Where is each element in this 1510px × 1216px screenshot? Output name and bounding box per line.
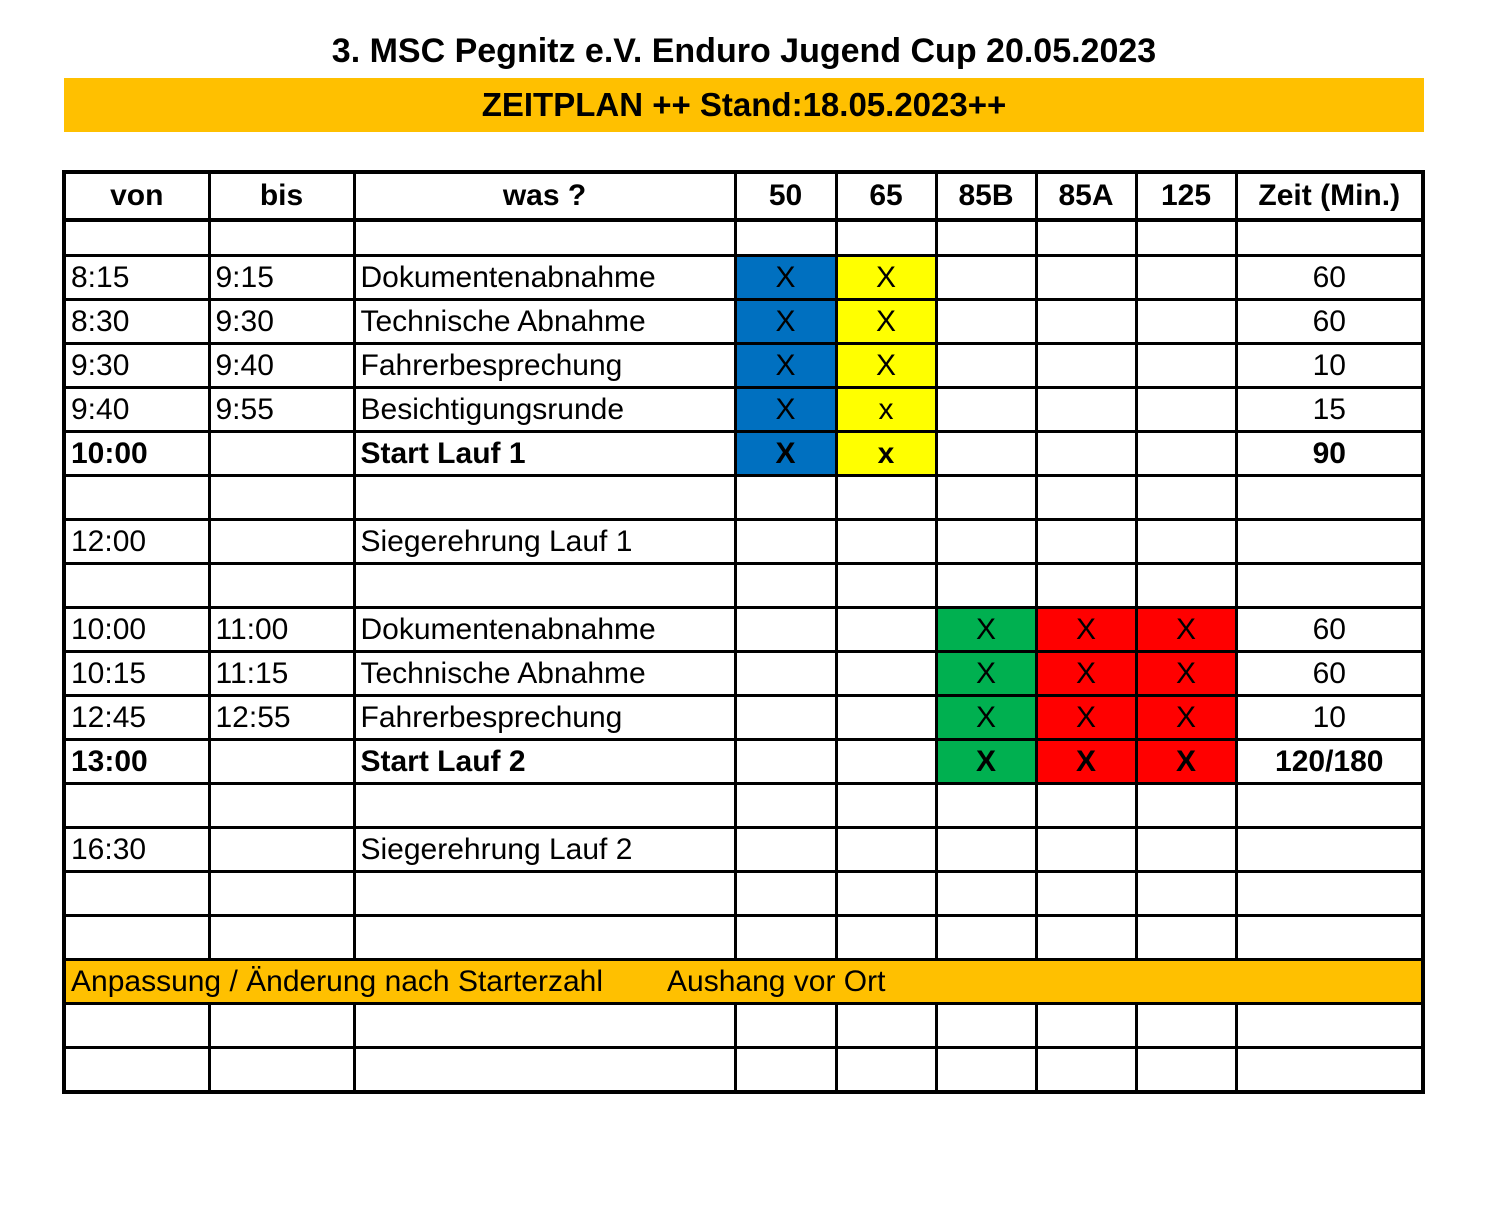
header-was: was ? <box>354 172 735 220</box>
note-text: Anpassung / Änderung nach Starterzahl <box>71 964 604 998</box>
cell-zeit <box>1236 476 1423 520</box>
header-class-65: 65 <box>836 172 936 220</box>
cell-class-65 <box>836 916 936 960</box>
table-row <box>64 256 1423 300</box>
cell-class-65: x <box>836 388 936 432</box>
cell-class-85b <box>936 564 1036 608</box>
cell-was: Besichtigungsrunde <box>354 388 735 432</box>
cell-was: Technische Abnahme <box>354 652 735 696</box>
cell-class-85b <box>936 256 1036 300</box>
cell-von: 9:30 <box>64 344 209 388</box>
cell-class-50: X <box>735 344 836 388</box>
schedule-table <box>62 170 1425 1094</box>
header-class-125: 125 <box>1136 172 1236 220</box>
cell-bis <box>209 1004 354 1048</box>
cell-class-125: X <box>1136 696 1236 740</box>
cell-class-65 <box>836 220 936 256</box>
cell-zeit <box>1236 220 1423 256</box>
table-row <box>64 872 1423 916</box>
cell-class-50 <box>735 916 836 960</box>
cell-class-50: X <box>735 432 836 476</box>
table-row <box>64 916 1423 960</box>
cell-class-125 <box>1136 1048 1236 1093</box>
cell-class-125 <box>1136 1004 1236 1048</box>
cell-zeit: 15 <box>1236 388 1423 432</box>
cell-bis <box>209 564 354 608</box>
cell-class-50 <box>735 220 836 256</box>
cell-bis <box>209 784 354 828</box>
cell-class-85b <box>936 520 1036 564</box>
cell-von <box>64 1004 209 1048</box>
table-row <box>64 388 1423 432</box>
schedule-body <box>64 220 1423 1092</box>
cell-von <box>64 220 209 256</box>
cell-class-65 <box>836 476 936 520</box>
cell-von <box>64 476 209 520</box>
cell-was <box>354 916 735 960</box>
cell-zeit <box>1236 520 1423 564</box>
cell-class-85a <box>1036 220 1136 256</box>
table-row <box>64 432 1423 476</box>
header-class-85a: 85A <box>1036 172 1136 220</box>
page-title: 3. MSC Pegnitz e.V. Enduro Jugend Cup 20.05.2023 <box>331 32 1157 70</box>
cell-zeit <box>1236 872 1423 916</box>
cell-von: 12:45 <box>64 696 209 740</box>
schedule-banner: ZEITPLAN ++ Stand:18.05.2023++ <box>64 78 1424 132</box>
cell-class-50: X <box>735 256 836 300</box>
cell-class-85b <box>936 388 1036 432</box>
cell-von: 8:30 <box>64 300 209 344</box>
cell-bis: 11:15 <box>209 652 354 696</box>
cell-class-85a <box>1036 388 1136 432</box>
cell-class-85b <box>936 1004 1036 1048</box>
cell-von: 10:00 <box>64 432 209 476</box>
cell-class-85a <box>1036 784 1136 828</box>
cell-class-85b: X <box>936 608 1036 652</box>
cell-was: Start Lauf 1 <box>354 432 735 476</box>
cell-class-65 <box>836 1004 936 1048</box>
cell-class-65: x <box>836 432 936 476</box>
cell-bis: 9:40 <box>209 344 354 388</box>
cell-class-85b <box>936 784 1036 828</box>
cell-class-85b <box>936 916 1036 960</box>
cell-class-85a: X <box>1036 740 1136 784</box>
cell-bis: 9:30 <box>209 300 354 344</box>
cell-zeit: 10 <box>1236 344 1423 388</box>
cell-class-65 <box>836 608 936 652</box>
cell-bis: 12:55 <box>209 696 354 740</box>
cell-von: 13:00 <box>64 740 209 784</box>
cell-class-125: X <box>1136 652 1236 696</box>
cell-class-65 <box>836 652 936 696</box>
cell-was: Technische Abnahme <box>354 300 735 344</box>
note-cell <box>64 960 1423 1004</box>
cell-zeit <box>1236 1048 1423 1093</box>
cell-von: 10:00 <box>64 608 209 652</box>
cell-class-50 <box>735 740 836 784</box>
cell-class-50 <box>735 828 836 872</box>
cell-zeit: 60 <box>1236 300 1423 344</box>
cell-was <box>354 784 735 828</box>
cell-class-85a <box>1036 520 1136 564</box>
cell-class-125 <box>1136 784 1236 828</box>
table-row <box>64 520 1423 564</box>
note-text-secondary: Aushang vor Ort <box>667 964 886 998</box>
cell-class-125: X <box>1136 608 1236 652</box>
table-row <box>64 344 1423 388</box>
cell-class-65 <box>836 828 936 872</box>
cell-class-125 <box>1136 220 1236 256</box>
cell-class-85b <box>936 432 1036 476</box>
cell-class-50 <box>735 476 836 520</box>
table-row <box>64 608 1423 652</box>
cell-bis: 9:15 <box>209 256 354 300</box>
cell-class-85a <box>1036 432 1136 476</box>
cell-zeit <box>1236 828 1423 872</box>
header-zeit: Zeit (Min.) <box>1236 172 1423 220</box>
cell-class-50 <box>735 1004 836 1048</box>
table-row <box>64 696 1423 740</box>
cell-bis <box>209 476 354 520</box>
cell-class-85a <box>1036 872 1136 916</box>
cell-class-50 <box>735 872 836 916</box>
cell-class-65: X <box>836 256 936 300</box>
cell-von <box>64 784 209 828</box>
cell-class-125 <box>1136 256 1236 300</box>
cell-was: Fahrerbesprechung <box>354 696 735 740</box>
note-row <box>64 960 1423 1004</box>
header-class-85b: 85B <box>936 172 1036 220</box>
cell-class-85b <box>936 344 1036 388</box>
cell-class-50 <box>735 608 836 652</box>
header-bis: bis <box>209 172 354 220</box>
cell-zeit <box>1236 784 1423 828</box>
cell-class-125 <box>1136 344 1236 388</box>
cell-class-65: X <box>836 300 936 344</box>
cell-class-85a <box>1036 344 1136 388</box>
cell-class-65 <box>836 564 936 608</box>
cell-class-125 <box>1136 916 1236 960</box>
cell-class-85a <box>1036 1004 1136 1048</box>
cell-class-50 <box>735 696 836 740</box>
cell-class-85b <box>936 476 1036 520</box>
cell-class-65 <box>836 784 936 828</box>
cell-class-85a: X <box>1036 608 1136 652</box>
cell-class-85a <box>1036 476 1136 520</box>
cell-class-125 <box>1136 520 1236 564</box>
cell-was: Start Lauf 2 <box>354 740 735 784</box>
table-row <box>64 1048 1423 1093</box>
cell-bis: 9:55 <box>209 388 354 432</box>
table-row <box>64 1004 1423 1048</box>
cell-zeit <box>1236 1004 1423 1048</box>
cell-zeit <box>1236 916 1423 960</box>
cell-class-125 <box>1136 432 1236 476</box>
cell-class-125 <box>1136 300 1236 344</box>
header-von: von <box>64 172 209 220</box>
cell-von <box>64 564 209 608</box>
cell-von: 12:00 <box>64 520 209 564</box>
cell-zeit: 120/180 <box>1236 740 1423 784</box>
cell-class-50 <box>735 652 836 696</box>
cell-zeit: 10 <box>1236 696 1423 740</box>
cell-bis <box>209 1048 354 1093</box>
table-row <box>64 220 1423 256</box>
cell-class-85b: X <box>936 740 1036 784</box>
cell-class-65 <box>836 740 936 784</box>
cell-bis <box>209 432 354 476</box>
cell-class-125: X <box>1136 740 1236 784</box>
cell-bis: 11:00 <box>209 608 354 652</box>
cell-von: 9:40 <box>64 388 209 432</box>
cell-class-50: X <box>735 300 836 344</box>
cell-bis <box>209 520 354 564</box>
cell-class-50 <box>735 520 836 564</box>
cell-class-85a <box>1036 300 1136 344</box>
cell-bis <box>209 220 354 256</box>
cell-class-50 <box>735 1048 836 1093</box>
cell-class-125 <box>1136 476 1236 520</box>
cell-von: 10:15 <box>64 652 209 696</box>
cell-bis <box>209 740 354 784</box>
cell-von: 8:15 <box>64 256 209 300</box>
cell-zeit: 60 <box>1236 652 1423 696</box>
cell-class-85b: X <box>936 652 1036 696</box>
cell-bis <box>209 872 354 916</box>
cell-class-125 <box>1136 872 1236 916</box>
cell-class-85b <box>936 220 1036 256</box>
cell-class-50 <box>735 564 836 608</box>
cell-was <box>354 564 735 608</box>
cell-was <box>354 1004 735 1048</box>
cell-class-50 <box>735 784 836 828</box>
header-row <box>64 172 1423 220</box>
cell-von: 16:30 <box>64 828 209 872</box>
cell-class-85b <box>936 828 1036 872</box>
header-class-50: 50 <box>735 172 836 220</box>
cell-was: Fahrerbesprechung <box>354 344 735 388</box>
cell-class-65: X <box>836 344 936 388</box>
cell-class-85a <box>1036 1048 1136 1093</box>
cell-was <box>354 872 735 916</box>
table-row <box>64 740 1423 784</box>
table-row <box>64 652 1423 696</box>
cell-class-65 <box>836 696 936 740</box>
cell-zeit: 60 <box>1236 256 1423 300</box>
cell-class-50: X <box>735 388 836 432</box>
cell-was <box>354 220 735 256</box>
cell-class-65 <box>836 872 936 916</box>
cell-von <box>64 1048 209 1093</box>
cell-bis <box>209 828 354 872</box>
cell-class-85b <box>936 1048 1036 1093</box>
cell-was: Siegerehrung Lauf 2 <box>354 828 735 872</box>
table-row <box>64 476 1423 520</box>
cell-zeit: 90 <box>1236 432 1423 476</box>
cell-class-65 <box>836 1048 936 1093</box>
cell-class-85a <box>1036 828 1136 872</box>
table-row <box>64 784 1423 828</box>
cell-class-85b <box>936 872 1036 916</box>
cell-was: Siegerehrung Lauf 1 <box>354 520 735 564</box>
table-row <box>64 828 1423 872</box>
cell-class-85a: X <box>1036 652 1136 696</box>
cell-class-125 <box>1136 564 1236 608</box>
cell-class-125 <box>1136 388 1236 432</box>
table-row <box>64 564 1423 608</box>
cell-class-85a <box>1036 564 1136 608</box>
cell-class-65 <box>836 520 936 564</box>
cell-class-85a: X <box>1036 696 1136 740</box>
cell-bis <box>209 916 354 960</box>
cell-class-85a <box>1036 916 1136 960</box>
cell-was <box>354 476 735 520</box>
cell-was: Dokumentenabnahme <box>354 608 735 652</box>
cell-was <box>354 1048 735 1093</box>
cell-zeit: 60 <box>1236 608 1423 652</box>
cell-class-85b <box>936 300 1036 344</box>
cell-class-85a <box>1036 256 1136 300</box>
cell-was: Dokumentenabnahme <box>354 256 735 300</box>
cell-von <box>64 916 209 960</box>
cell-von <box>64 872 209 916</box>
cell-class-125 <box>1136 828 1236 872</box>
cell-class-85b: X <box>936 696 1036 740</box>
table-row <box>64 300 1423 344</box>
cell-zeit <box>1236 564 1423 608</box>
